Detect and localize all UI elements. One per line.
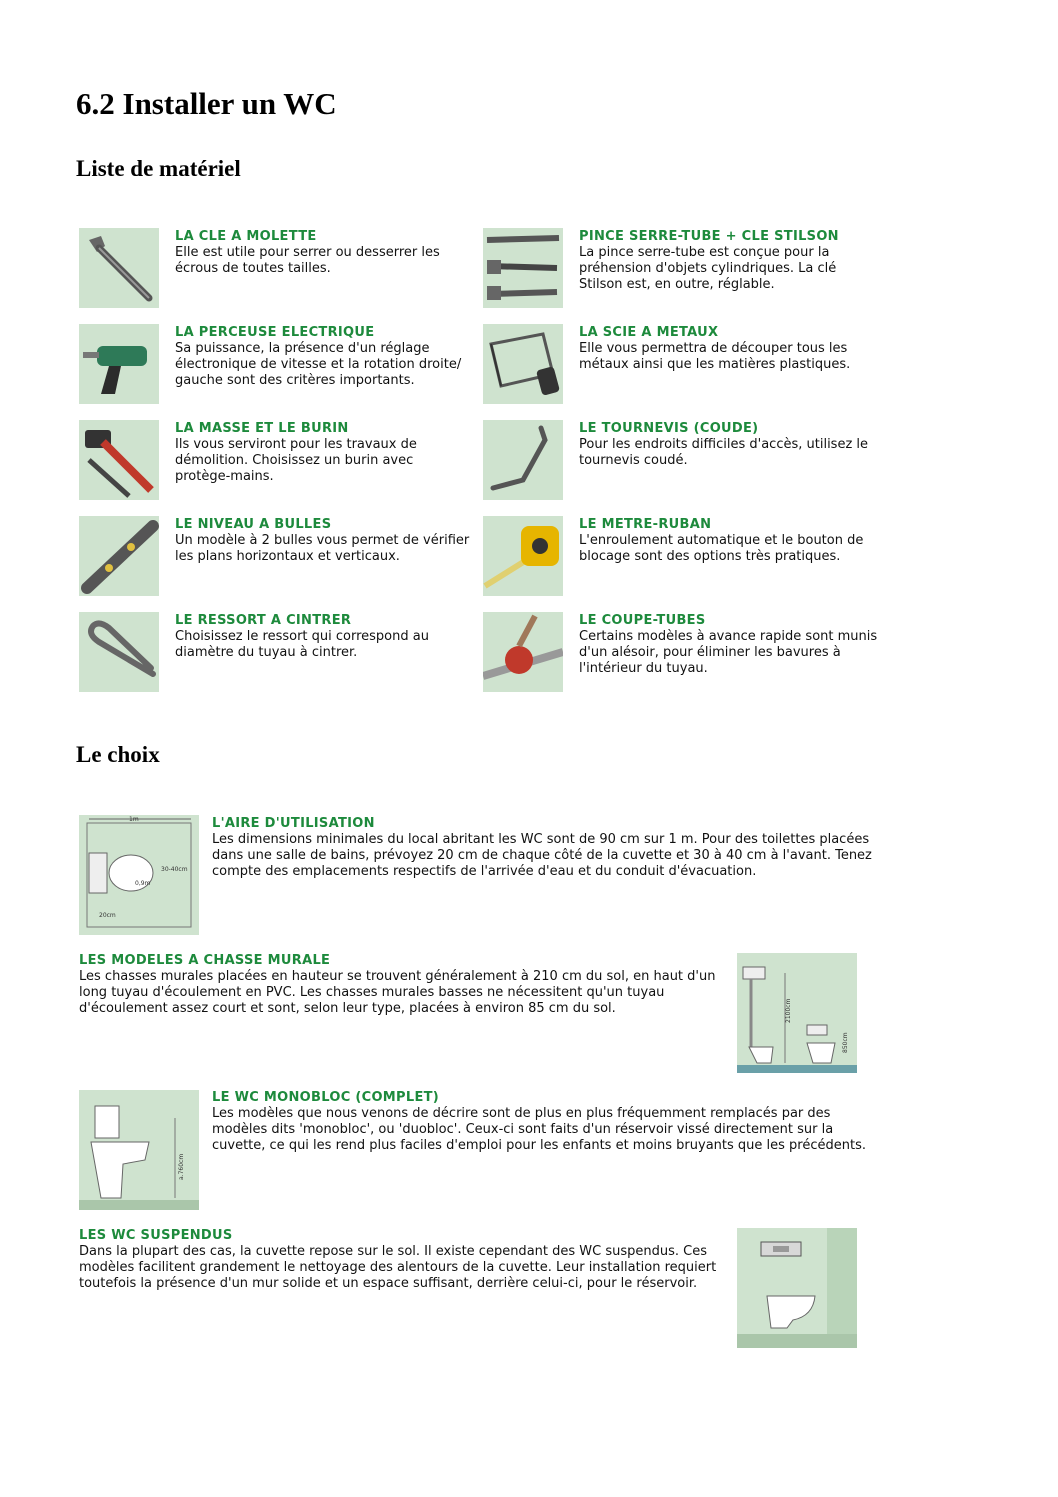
- tool-card: [175, 229, 465, 277]
- tool-title: LE TOURNEVIS (COUDE): [579, 421, 759, 436]
- dim-850cm-label: 850cm: [842, 1032, 849, 1053]
- hacksaw-icon: [483, 324, 563, 404]
- page-title: 6.2 Installer un WC: [76, 86, 337, 121]
- bent-screwdriver-icon: [483, 420, 563, 500]
- tool-description: L'enroulement automatique et le bouton de blocage sont des options très pratiques.: [579, 533, 864, 564]
- wall-cistern-diagram: [737, 953, 857, 1073]
- choice-card: [79, 1228, 739, 1292]
- dim-30-40cm-label: 30-40cm: [161, 866, 188, 873]
- tool-title: LA PERCEUSE ELECTRIQUE: [175, 325, 375, 340]
- tool-card: [175, 421, 465, 485]
- monobloc-wc-diagram: [79, 1090, 199, 1210]
- tool-description: Ils vous serviront pour les travaux de démolition. Choisissez un burin avec protège-mains.: [175, 437, 417, 484]
- drill-icon: [79, 324, 159, 404]
- tool-card: [579, 613, 879, 677]
- tool-description: Un modèle à 2 bulles vous permet de vérifier les plans horizontaux et verticaux.: [175, 533, 470, 564]
- choice-card: [79, 953, 739, 1017]
- choice-description: Dans la plupart des cas, la cuvette repose sur le sol. Il existe cependant des WC suspendus. Ces modèles facilitent grandement le nettoyage des alentours de la cuvette. Leur installation requiert toutefois la présence d'un mur solide et un espace suffisant, derrière celui-ci, pour le réservoir.: [79, 1244, 717, 1291]
- spirit-level-icon: [79, 516, 159, 596]
- floor-plan-diagram: [79, 815, 199, 935]
- tool-description: Elle est utile pour serrer ou desserrer les écrous de toutes tailles.: [175, 245, 440, 276]
- adjustable-wrench-icon: [79, 228, 159, 308]
- tool-title: LE METRE-RUBAN: [579, 517, 712, 532]
- tool-description: Certains modèles à avance rapide sont munis d'un alésoir, pour éliminer les bavures à l'intérieur du tuyau.: [579, 629, 878, 676]
- tool-description: Choisissez le ressort qui correspond au diamètre du tuyau à cintrer.: [175, 629, 429, 660]
- tool-title: LE NIVEAU A BULLES: [175, 517, 332, 532]
- dim-height-label: a.760cm: [178, 1153, 185, 1180]
- wall-hung-wc-diagram: [737, 1228, 857, 1348]
- choice-description: Les dimensions minimales du local abritant les WC sont de 90 cm sur 1 m. Pour des toilettes placées dans une salle de bains, prévoyez 20 cm de chaque côté de la cuvette et 30 à 40 cm à l'avant. Tenez compte des emplacements respectifs de l'arrivée d'eau et du conduit d'évacuation.: [212, 832, 872, 879]
- dim-20cm-label: 20cm: [99, 912, 116, 919]
- tool-card: [579, 421, 879, 469]
- tool-card: [579, 229, 869, 293]
- choice-title: L'AIRE D'UTILISATION: [212, 816, 375, 831]
- pipe-cutter-icon: [483, 612, 563, 692]
- tool-description: La pince serre-tube est conçue pour la préhension d'objets cylindriques. La clé Stilson est, en outre, réglable.: [579, 245, 837, 292]
- dim-0-9m-label: 0,9m: [135, 880, 151, 887]
- tool-title: LE RESSORT A CINTRER: [175, 613, 352, 628]
- tool-card: [175, 325, 480, 389]
- hammer-chisel-icon: [79, 420, 159, 500]
- tool-card: [175, 517, 480, 565]
- tool-card: [579, 517, 879, 565]
- tool-title: LA SCIE A METAUX: [579, 325, 719, 340]
- section-heading-materiel: Liste de matériel: [76, 156, 241, 181]
- dim-2100cm-label: 2100cm: [785, 998, 792, 1023]
- tool-description: Pour les endroits difficiles d'accès, utilisez le tournevis coudé.: [579, 437, 869, 468]
- pipe-wrench-icon: [483, 228, 563, 308]
- tool-title: LE COUPE-TUBES: [579, 613, 706, 628]
- tool-title: PINCE SERRE-TUBE + CLE STILSON: [579, 229, 839, 244]
- tool-description: Sa puissance, la présence d'un réglage électronique de vitesse et la rotation droite/ gauche sont des critères importants.: [175, 341, 462, 388]
- section-heading-choix: Le choix: [76, 742, 160, 767]
- bending-spring-icon: [79, 612, 159, 692]
- choice-title: LE WC MONOBLOC (COMPLET): [212, 1090, 440, 1105]
- tool-card: [579, 325, 879, 373]
- tool-title: LA CLE A MOLETTE: [175, 229, 317, 244]
- choice-description: Les modèles que nous venons de décrire sont de plus en plus fréquemment remplacés par des modèles dits 'monobloc', ou 'duobloc'. Ceux-ci sont faits d'un réservoir vissé directement sur la cuvette, ce qui les rend plus faciles d'emploi pour les enfants et moins bruyants que les précédents.: [212, 1106, 866, 1153]
- choice-card: [212, 816, 877, 880]
- tool-card: [175, 613, 465, 661]
- tape-measure-icon: [483, 516, 563, 596]
- dim-1m-label: 1m: [129, 816, 139, 823]
- choice-title: LES WC SUSPENDUS: [79, 1228, 233, 1243]
- tool-title: LA MASSE ET LE BURIN: [175, 421, 349, 436]
- choice-card: [212, 1090, 872, 1154]
- tool-description: Elle vous permettra de découper tous les métaux ainsi que les matières plastiques.: [579, 341, 851, 372]
- choice-title: LES MODELES A CHASSE MURALE: [79, 953, 331, 968]
- choice-description: Les chasses murales placées en hauteur se trouvent généralement à 210 cm du sol, en haut d'un long tuyau d'écoulement en PVC. Les chasses murales basses ne nécessitent qu'un tuyau d'écoulement assez court et sont, selon leur type, placées à environ 85 cm du sol.: [79, 969, 716, 1016]
